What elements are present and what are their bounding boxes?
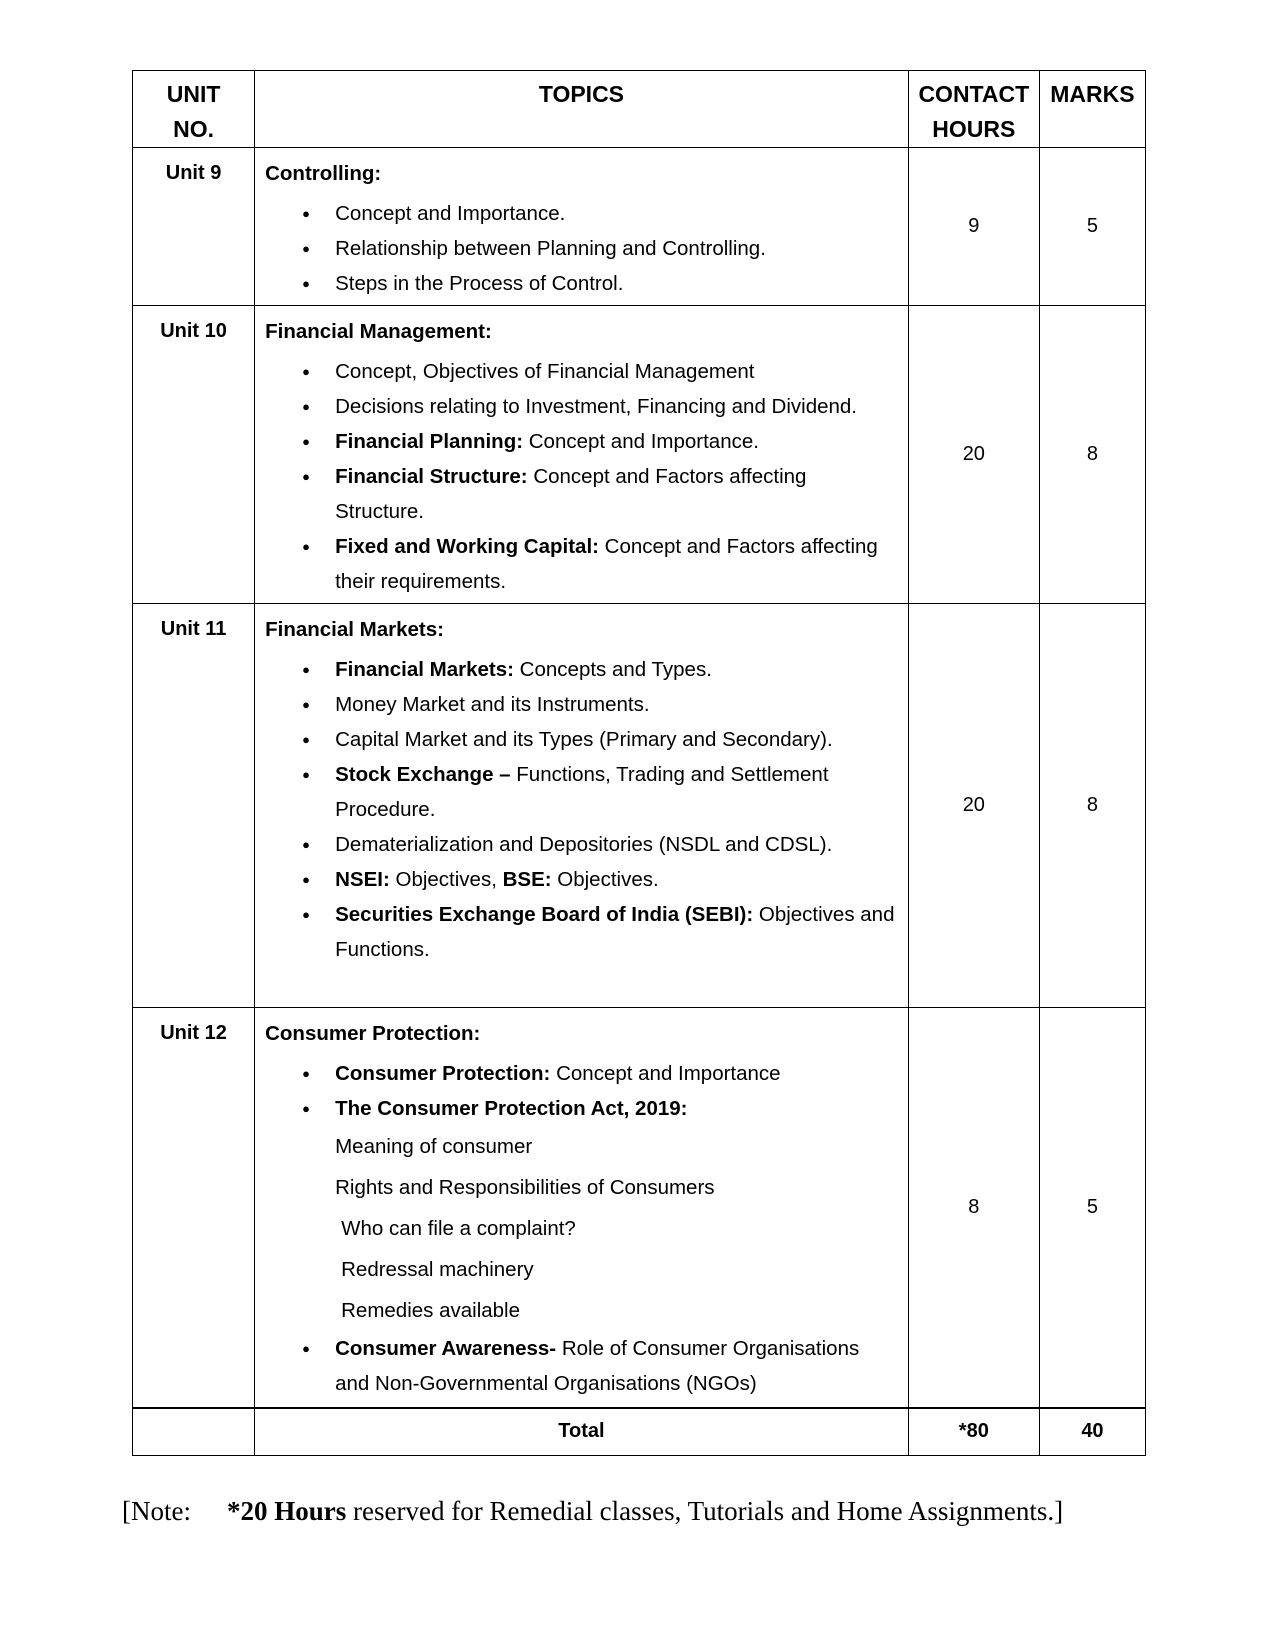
marks-cell: 8 <box>1039 306 1145 604</box>
list-item: ● Concept and Importance. <box>265 196 896 231</box>
header-unit-no-line1: UNIT <box>166 81 221 107</box>
list-item <box>265 757 896 827</box>
topic-title: Financial Markets: <box>265 618 444 641</box>
header-contact-hours-line2: HOURS <box>932 116 1016 142</box>
list-item <box>265 459 896 529</box>
header-unit-no <box>133 71 255 148</box>
list-item <box>265 529 896 599</box>
sub-item: Remedies available <box>341 1299 521 1322</box>
item-bold-label: Consumer Awareness- <box>335 1337 557 1360</box>
table-row <box>133 1008 1146 1408</box>
topic-list <box>265 196 896 301</box>
item-text: Concept and Importance. <box>523 430 759 453</box>
item-bold-label: Fixed and Working Capital: <box>335 535 599 558</box>
contact-hours-cell: 9 <box>908 148 1039 306</box>
list-item: ● Relationship between Planning and Controlling. <box>265 231 896 266</box>
topic-list <box>265 652 896 967</box>
item-bold-label: Financial Structure: <box>335 465 528 488</box>
item-bold-label: The Consumer Protection Act, 2019: <box>335 1097 688 1120</box>
item-text: Concept and Factors affecting their requirements. <box>335 535 878 593</box>
table-row <box>133 148 1146 306</box>
item-bold-label: Securities Exchange Board of India (SEBI): <box>335 903 754 926</box>
item-text: Objectives. <box>551 868 659 891</box>
note-label: [Note: <box>122 1496 191 1526</box>
list-item <box>265 862 896 897</box>
item-bold-label: Financial Markets: <box>335 658 514 681</box>
syllabus-table <box>132 70 1146 1456</box>
header-marks: MARKS <box>1039 71 1145 148</box>
list-item <box>265 897 896 967</box>
table-row <box>133 306 1146 604</box>
list-item: ● Dematerialization and Depositories (NSDL and CDSL). <box>265 827 896 862</box>
topics-cell <box>255 604 909 1008</box>
list-item: ● Money Market and its Instruments. <box>265 687 896 722</box>
footnote <box>122 1496 1063 1527</box>
topic-title: Financial Management: <box>265 320 492 343</box>
table-row <box>133 604 1146 1008</box>
item-bold-label: Stock Exchange – <box>335 763 511 786</box>
unit-cell: Unit 11 <box>133 604 255 1008</box>
item-bold-label: NSEI: <box>335 868 390 891</box>
sub-item: Meaning of consumer <box>335 1135 533 1158</box>
item-text: Functions, Trading and Settlement Procedure. <box>335 763 829 821</box>
note-hours: *20 Hours <box>227 1496 347 1526</box>
list-item <box>265 424 896 459</box>
header-contact-hours <box>908 71 1039 148</box>
marks-cell: 5 <box>1039 148 1145 306</box>
sub-item: Rights and Responsibilities of Consumers <box>335 1176 715 1199</box>
marks-cell: 5 <box>1039 1008 1145 1408</box>
item-text: Concept and Importance <box>550 1062 781 1085</box>
topic-title: Consumer Protection: <box>265 1022 481 1045</box>
item-text: Concept and Factors affecting Structure. <box>335 465 807 523</box>
marks-cell: 8 <box>1039 604 1145 1008</box>
item-bold-label: Financial Planning: <box>335 430 524 453</box>
item-text: Objectives and Functions. <box>335 903 895 961</box>
list-item <box>265 1331 896 1401</box>
contact-hours-cell: 20 <box>908 604 1039 1008</box>
total-marks: 40 <box>1039 1408 1145 1456</box>
topic-list <box>265 354 896 599</box>
list-item: ● Capital Market and its Types (Primary and Secondary). <box>265 722 896 757</box>
sub-item: Who can file a complaint? <box>341 1217 576 1240</box>
item-text: Role of Consumer Organisations and Non-Governmental Organisations (NGOs) <box>335 1337 860 1395</box>
header-row <box>133 71 1146 148</box>
header-contact-hours-line1: CONTACT <box>918 81 1030 107</box>
item-text: Objectives, <box>389 868 503 891</box>
header-topics: TOPICS <box>255 71 909 148</box>
item-bold-label: BSE: <box>502 868 552 891</box>
list-item <box>265 1091 896 1126</box>
topics-cell <box>255 306 909 604</box>
unit-cell: Unit 12 <box>133 1008 255 1408</box>
item-bold-label: Consumer Protection: <box>335 1062 551 1085</box>
note-text: reserved for Remedial classes, Tutorials and Home Assignments.] <box>346 1496 1064 1526</box>
list-item <box>265 1056 896 1091</box>
list-item: ● Concept, Objectives of Financial Management <box>265 354 896 389</box>
total-hours: *80 <box>908 1408 1039 1456</box>
contact-hours-cell: 8 <box>908 1008 1039 1408</box>
topic-title: Controlling: <box>265 162 382 185</box>
sub-item: Redressal machinery <box>341 1258 534 1281</box>
total-label: Total <box>255 1408 909 1456</box>
topics-cell <box>255 1008 909 1408</box>
item-text: Concepts and Types. <box>513 658 712 681</box>
list-item: ● Decisions relating to Investment, Financing and Dividend. <box>265 389 896 424</box>
contact-hours-cell: 20 <box>908 306 1039 604</box>
header-unit-no-line2: NO. <box>173 116 214 142</box>
unit-cell: Unit 9 <box>133 148 255 306</box>
total-empty-cell <box>133 1408 255 1456</box>
topic-list <box>265 1056 896 1401</box>
list-item: ● Steps in the Process of Control. <box>265 266 896 301</box>
unit-cell: Unit 10 <box>133 306 255 604</box>
list-item <box>265 652 896 687</box>
topics-cell <box>255 148 909 306</box>
total-row <box>133 1408 1146 1456</box>
